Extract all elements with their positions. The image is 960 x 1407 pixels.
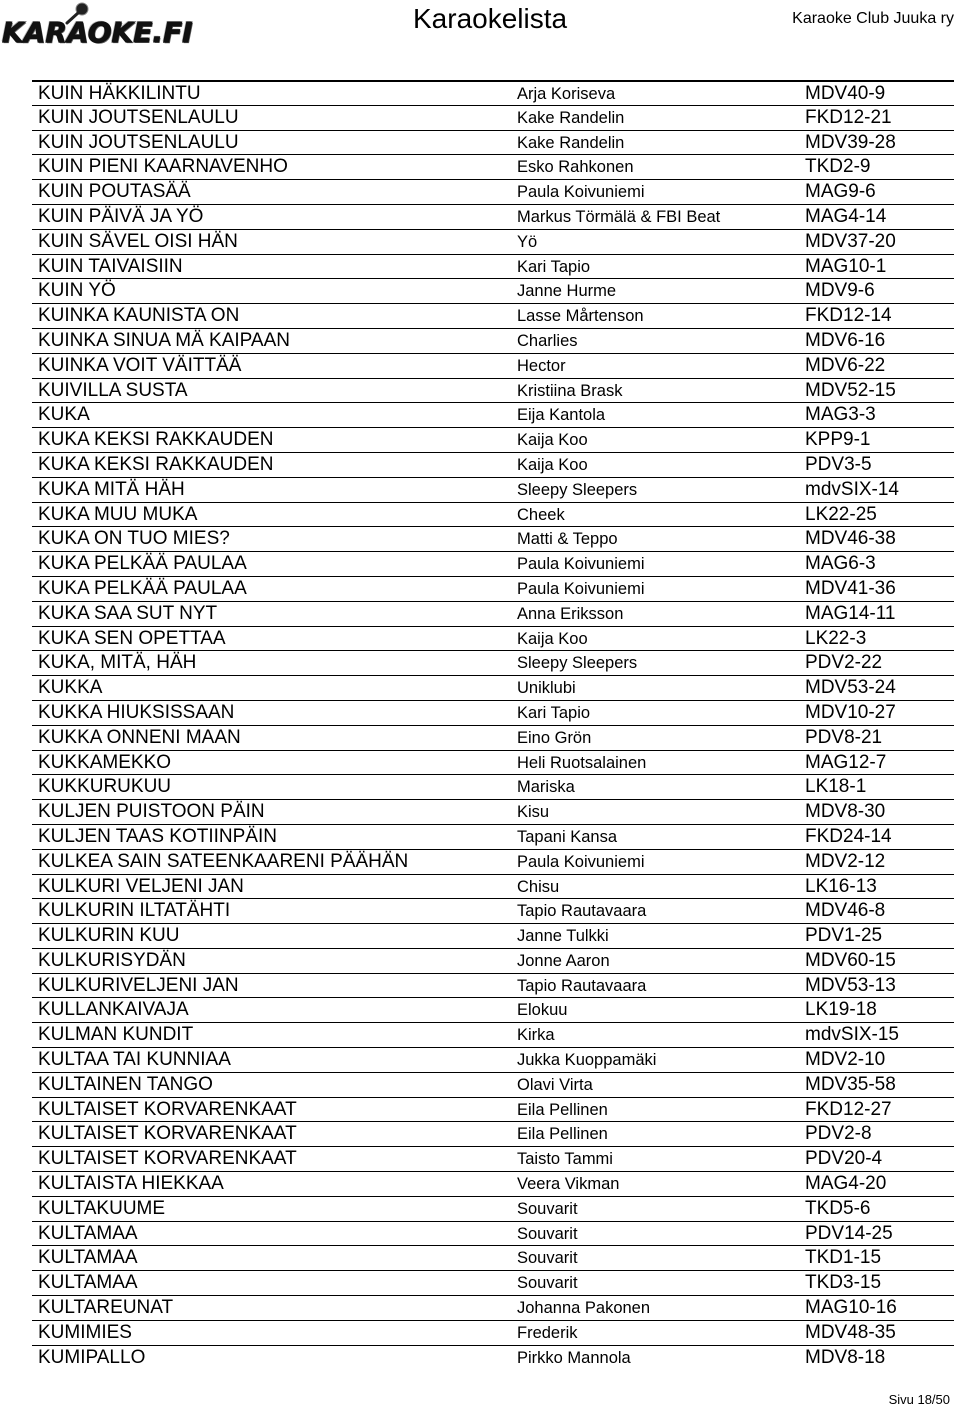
- song-code: MDV60-15: [805, 949, 896, 971]
- song-code: PDV2-8: [805, 1123, 872, 1145]
- artist-name: Kristiina Brask: [517, 381, 623, 400]
- artist-name: Matti & Teppo: [517, 530, 618, 549]
- artist-name: Eija Kantola: [517, 406, 606, 425]
- table-row: [32, 973, 954, 998]
- song-title: KUIN JOUTSENLAULU: [38, 131, 239, 153]
- artist-name: Taisto Tammi: [517, 1150, 613, 1169]
- song-code: MDV10-27: [805, 701, 896, 723]
- song-code: FKD12-14: [805, 305, 892, 327]
- song-title: KULTAISET KORVARENKAAT: [38, 1098, 297, 1120]
- artist-name: Souvarit: [517, 1274, 578, 1293]
- table-row: [32, 254, 954, 279]
- artist-name: Kaija Koo: [517, 455, 588, 474]
- song-title: KUIN PÄIVÄ JA YÖ: [38, 205, 204, 227]
- song-code: LK22-3: [805, 627, 867, 649]
- song-title: KULTAISET KORVARENKAAT: [38, 1123, 297, 1145]
- song-title: KUKKA HIUKSISSAAN: [38, 701, 235, 723]
- song-code: MDV9-6: [805, 280, 875, 302]
- table-row: [32, 774, 954, 799]
- table-row: [32, 328, 954, 353]
- song-code: mdvSIX-15: [805, 1024, 899, 1046]
- artist-name: Pirkko Mannola: [517, 1348, 631, 1367]
- artist-name: Kisu: [517, 803, 550, 822]
- table-row: [32, 799, 954, 824]
- artist-name: Uniklubi: [517, 679, 576, 698]
- table-row: [32, 303, 954, 328]
- song-title: KULKURIN KUU: [38, 925, 180, 947]
- song-title: KUMIMIES: [38, 1321, 132, 1343]
- artist-name: Olavi Virta: [517, 1075, 593, 1094]
- table-row: [32, 452, 954, 477]
- song-code: TKD1-15: [805, 1247, 882, 1269]
- table-row: [32, 1295, 954, 1320]
- artist-name: Janne Tulkki: [517, 927, 609, 946]
- artist-name: Sleepy Sleepers: [517, 654, 638, 673]
- song-title: KULTAISET KORVARENKAAT: [38, 1148, 297, 1170]
- artist-name: Paula Koivuniemi: [517, 579, 645, 598]
- table-row: [32, 204, 954, 229]
- artist-name: Veera Vikman: [517, 1175, 620, 1194]
- artist-name: Mariska: [517, 778, 575, 797]
- song-title: KULTAMAA: [38, 1272, 138, 1294]
- song-title: KUIN YÖ: [38, 280, 116, 302]
- song-title: KULKURIVELJENI JAN: [38, 974, 239, 996]
- artist-name: Paula Koivuniemi: [517, 183, 645, 202]
- artist-name: Kari Tapio: [517, 257, 591, 276]
- song-code: MDV8-18: [805, 1346, 886, 1368]
- table-row: [32, 229, 954, 254]
- artist-name: Kake Randelin: [517, 133, 625, 152]
- artist-name: Anna Eriksson: [517, 604, 624, 623]
- song-code: MDV46-8: [805, 900, 886, 922]
- table-row: [32, 1171, 954, 1196]
- song-code: MDV52-15: [805, 379, 896, 401]
- song-title: KUKKA ONNENI MAAN: [38, 726, 241, 748]
- artist-name: Johanna Pakonen: [517, 1299, 651, 1318]
- song-code: MDV53-13: [805, 974, 896, 996]
- table-row: [32, 898, 954, 923]
- artist-name: Tapio Rautavaara: [517, 902, 647, 921]
- artist-name: Yö: [517, 232, 538, 251]
- song-title: KUKA SAA SUT NYT: [38, 602, 218, 624]
- song-title: KUKA MUU MUKA: [38, 503, 198, 525]
- table-row: [32, 1097, 954, 1122]
- song-title: KULKURI VELJENI JAN: [38, 875, 244, 897]
- artist-name: Charlies: [517, 331, 578, 350]
- song-title: KUIN SÄVEL OISI HÄN: [38, 230, 238, 252]
- song-title: KUINKA VOIT VÄITTÄÄ: [38, 354, 242, 376]
- song-code: MAG10-16: [805, 1297, 897, 1319]
- table-row: [32, 576, 954, 601]
- karaoke-logo: [2, 2, 193, 52]
- song-title: KUKKA: [38, 677, 103, 699]
- song-title: KULJEN TAAS KOTIINPÄIN: [38, 825, 277, 847]
- song-code: TKD2-9: [805, 156, 871, 178]
- table-row: [32, 1121, 954, 1146]
- song-title: KUIN JOUTSENLAULU: [38, 106, 239, 128]
- song-code: MDV6-16: [805, 329, 886, 351]
- song-code: MDV6-22: [805, 354, 886, 376]
- song-title: KUKA KEKSI RAKKAUDEN: [38, 429, 274, 451]
- artist-name: Arja Koriseva: [517, 85, 616, 103]
- artist-name: Cheek: [517, 505, 565, 524]
- song-title: KUKKAMEKKO: [38, 751, 172, 773]
- song-title: KULTAKUUME: [38, 1197, 166, 1219]
- song-title: KULTAREUNAT: [38, 1297, 174, 1319]
- song-code: MAG3-3: [805, 404, 876, 426]
- song-title: KUINKA KAUNISTA ON: [38, 305, 240, 327]
- song-code: MDV46-38: [805, 528, 896, 550]
- artist-name: Sleepy Sleepers: [517, 480, 638, 499]
- table-row: [32, 427, 954, 452]
- table-row: [32, 1320, 954, 1345]
- song-code: MAG10-1: [805, 255, 887, 277]
- song-code: FKD12-21: [805, 106, 892, 128]
- table-row: [32, 179, 954, 204]
- song-title: KUIN PIENI KAARNAVENHO: [38, 156, 288, 178]
- song-title: KULTAINEN TANGO: [38, 1073, 213, 1095]
- song-code: MDV37-20: [805, 230, 896, 252]
- artist-name: Kake Randelin: [517, 108, 625, 127]
- artist-name: Frederik: [517, 1323, 578, 1342]
- song-code: MDV53-24: [805, 677, 896, 699]
- song-code: TKD3-15: [805, 1272, 882, 1294]
- song-code: MAG6-3: [805, 553, 876, 575]
- song-code: MDV2-10: [805, 1049, 886, 1071]
- artist-name: Eino Grön: [517, 728, 592, 747]
- artist-name: Souvarit: [517, 1224, 578, 1243]
- song-code: MDV40-9: [805, 83, 886, 104]
- artist-name: Kirka: [517, 1026, 555, 1045]
- song-title: KUKA KEKSI RAKKAUDEN: [38, 453, 274, 475]
- artist-name: Eila Pellinen: [517, 1100, 608, 1119]
- song-code: MAG4-14: [805, 205, 887, 227]
- song-title: KULLANKAIVAJA: [38, 999, 189, 1021]
- artist-name: Tapio Rautavaara: [517, 976, 647, 995]
- song-title: KUKA SEN OPETTAA: [38, 627, 226, 649]
- song-code: MDV2-12: [805, 850, 886, 872]
- club-name: Karaoke Club Juuka ry: [792, 10, 954, 27]
- song-code: MDV35-58: [805, 1073, 896, 1095]
- artist-name: Jonne Aaron: [517, 951, 610, 970]
- song-table: [32, 80, 954, 1369]
- song-code: FKD12-27: [805, 1098, 892, 1120]
- song-title: KULTAMAA: [38, 1222, 138, 1244]
- song-code: LK18-1: [805, 776, 867, 798]
- song-title: KULTAMAA: [38, 1247, 138, 1269]
- song-code: MDV41-36: [805, 577, 896, 599]
- song-title: KUKA: [38, 404, 90, 426]
- song-title: KUKA PELKÄÄ PAULAA: [38, 553, 247, 575]
- song-code: KPP9-1: [805, 429, 871, 451]
- table-row: [32, 1072, 954, 1097]
- table-row: [32, 378, 954, 403]
- table-row: [32, 700, 954, 725]
- song-code: MDV48-35: [805, 1321, 896, 1343]
- table-row: [32, 849, 954, 874]
- table-row: [32, 650, 954, 675]
- table-row: [32, 1022, 954, 1047]
- song-title: KULKEA SAIN SATEENKAARENI PÄÄHÄN: [38, 850, 409, 872]
- table-row: [32, 675, 954, 700]
- table-row: [32, 105, 954, 130]
- table-row: [32, 477, 954, 502]
- song-title: KUIN POUTASÄÄ: [38, 181, 191, 203]
- song-code: PDV8-21: [805, 726, 883, 748]
- song-title: KULKURIN ILTATÄHTI: [38, 900, 231, 922]
- song-title: KUKA MITÄ HÄH: [38, 478, 185, 500]
- table-row: [32, 1245, 954, 1270]
- table-row: [32, 750, 954, 775]
- song-code: MAG14-11: [805, 602, 896, 624]
- song-code: MAG12-7: [805, 751, 887, 773]
- table-row: [32, 923, 954, 948]
- song-code: PDV20-4: [805, 1148, 883, 1170]
- table-row: [32, 1146, 954, 1171]
- artist-name: Markus Törmälä & FBI Beat: [517, 207, 721, 226]
- table-row: [32, 130, 954, 155]
- song-code: PDV14-25: [805, 1222, 893, 1244]
- artist-name: Tapani Kansa: [517, 827, 617, 846]
- artist-name: Hector: [517, 356, 566, 375]
- table-row: [32, 353, 954, 378]
- artist-name: Heli Ruotsalainen: [517, 753, 647, 772]
- song-title: KUKA, MITÄ, HÄH: [38, 652, 197, 674]
- artist-name: Eila Pellinen: [517, 1125, 608, 1144]
- table-row: [32, 948, 954, 973]
- artist-name: Chisu: [517, 877, 560, 896]
- song-title: KUKA PELKÄÄ PAULAA: [38, 577, 247, 599]
- table-row: [32, 502, 954, 527]
- table-row: [32, 278, 954, 303]
- song-code: MDV39-28: [805, 131, 896, 153]
- table-row: [32, 1270, 954, 1295]
- song-code: PDV1-25: [805, 925, 883, 947]
- song-code: TKD5-6: [805, 1197, 871, 1219]
- song-code: MAG9-6: [805, 181, 876, 203]
- table-row: [32, 526, 954, 551]
- artist-name: Kaija Koo: [517, 629, 588, 648]
- song-code: PDV2-22: [805, 652, 883, 674]
- table-row: [32, 1047, 954, 1072]
- artist-name: Lasse Mårtenson: [517, 307, 644, 326]
- table-row: [32, 1221, 954, 1246]
- artist-name: Souvarit: [517, 1199, 578, 1218]
- artist-name: Souvarit: [517, 1249, 578, 1268]
- song-code: FKD24-14: [805, 825, 892, 847]
- song-title: KUKA ON TUO MIES?: [38, 528, 230, 550]
- artist-name: Kari Tapio: [517, 703, 591, 722]
- song-title: KUIN HÄKKILINTU: [38, 83, 201, 104]
- song-code: MAG4-20: [805, 1173, 887, 1195]
- artist-name: Paula Koivuniemi: [517, 852, 645, 871]
- table-row: [32, 824, 954, 849]
- page-title: Karaokelista: [413, 3, 568, 34]
- artist-name: Kaija Koo: [517, 431, 588, 450]
- song-code: LK22-25: [805, 503, 877, 525]
- song-code: LK16-13: [805, 875, 877, 897]
- artist-name: Jukka Kuoppamäki: [517, 1051, 657, 1070]
- song-title: KULJEN PUISTOON PÄIN: [38, 801, 265, 823]
- table-row: [32, 80, 954, 105]
- song-code: PDV3-5: [805, 453, 872, 475]
- song-title: KUKKURUKUU: [38, 776, 172, 798]
- logo-text: KARAOKE.FI: [2, 16, 193, 49]
- table-row: [32, 626, 954, 651]
- artist-name: Esko Rahkonen: [517, 158, 634, 177]
- table-row: [32, 1345, 954, 1370]
- song-code: MDV8-30: [805, 801, 886, 823]
- table-row: [32, 154, 954, 179]
- table-row: [32, 551, 954, 576]
- table-row: [32, 997, 954, 1022]
- song-title: KULMAN KUNDIT: [38, 1024, 194, 1046]
- table-row: [32, 874, 954, 899]
- page-header: [0, 0, 960, 60]
- song-title: KUIVILLA SUSTA: [38, 379, 188, 401]
- table-row: [32, 402, 954, 427]
- song-title: KULTAISTA HIEKKAA: [38, 1173, 224, 1195]
- table-row: [32, 601, 954, 626]
- artist-name: Paula Koivuniemi: [517, 555, 645, 574]
- song-title: KULKURISYDÄN: [38, 949, 186, 971]
- song-code: LK19-18: [805, 999, 877, 1021]
- page-number: Sivu 18/50: [888, 1392, 950, 1407]
- artist-name: Janne Hurme: [517, 282, 617, 301]
- table-row: [32, 725, 954, 750]
- song-title: KUIN TAIVAISIIN: [38, 255, 183, 277]
- song-title: KUINKA SINUA MÄ KAIPAAN: [38, 329, 291, 351]
- table-row: [32, 1196, 954, 1221]
- song-title: KUMIPALLO: [38, 1346, 146, 1368]
- song-code: mdvSIX-14: [805, 478, 899, 500]
- artist-name: Elokuu: [517, 1001, 568, 1020]
- song-title: KULTAA TAI KUNNIAA: [38, 1049, 231, 1071]
